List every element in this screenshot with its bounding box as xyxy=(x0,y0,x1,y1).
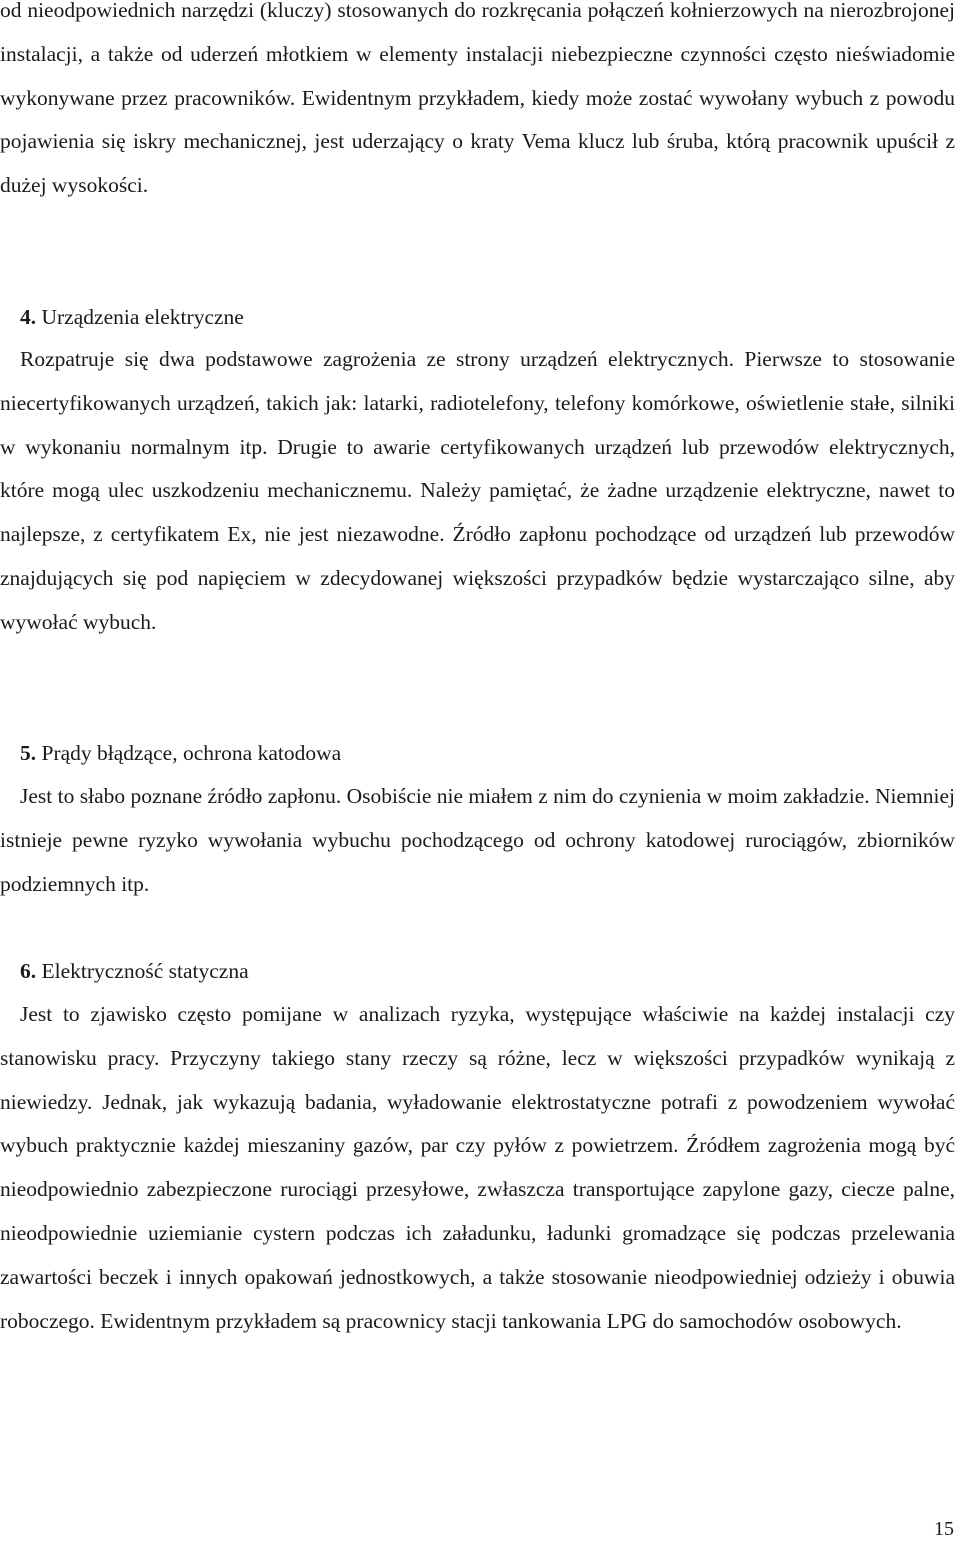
page-number: 15 xyxy=(934,1518,954,1540)
section-title: Prądy błądzące, ochrona katodowa xyxy=(41,741,342,765)
section-text: Rozpatruje się dwa podstawowe zagrożenia ze strony urządzeń elektrycznych. Pierwsze to stosowanie niecertyfikowanych urządzeń, takich jak: latarki, radiotelefony, telefony komórkowe, oświetlenie stałe, silniki w wykonaniu normalnym itp. Drugie to awarie certyfikowanych urządzeń lub przewodów elektrycznych, które mogą ulec uszkodzeniu mechanicznemu. Należy pamiętać, że żadne urządzenie elektryczne, nawet to najlepsze, z certyfikatem Ex, nie jest niezawodne. Źródło zapłonu pochodzące od urządzeń lub przewodów znajdujących się pod napięciem w zdecydowanej większości przypadków będzie wystarczająco silne, aby wywołać wybuch. xyxy=(0,347,955,634)
section-6-paragraph xyxy=(0,993,955,1343)
section-text: Jest to słabo poznane źródło zapłonu. Osobiście nie miałem z nim do czynienia w moim zakładzie. Niemniej istnieje pewne ryzyko wywołania wybuchu pochodzącego od ochrony katodowej rurociągów, zbiorników podziemnych itp. xyxy=(0,784,955,896)
intro-paragraph: od nieodpowiednich narzędzi (kluczy) stosowanych do rozkręcania połączeń kołnierzowych na nierozbrojonej instalacji, a także od uderzeń młotkiem w elementy instalacji niebezpieczne czynności często nieświadomie wykonywane przez pracowników. Ewidentnym przykładem, kiedy może zostać wywołany wybuch z powodu pojawienia się iskry mechanicznej, jest uderzający o kraty Vema klucz lub śruba, którą pracownik upuścił z dużej wysokości. xyxy=(0,0,955,198)
section-text: Jest to zjawisko często pomijane w analizach ryzyka, występujące właściwie na każdej instalacji czy stanowisku pracy. Przyczyny takiego stany rzeczy są różne, lecz w większości przypadków wynikają z niewiedzy. Jednak, jak wykazują badania, wyładowanie elektrostatyczne potrafi z powodzeniem wywołać wybuch praktycznie każdej mieszaniny gazów, par czy pyłów z powietrzem. Źródłem zagrożenia mogą być nieodpowiednio zabezpieczone rurociągi przesyłowe, zwłaszcza transportujące zapylone gazy, ciecze palne, nieodpowiednie uziemianie cystern podczas ich załadunku, ładunki gromadzące się podczas przelewania zawartości beczek i innych opakowań jednostkowych, a także stosowanie nieodpowiedniej odzieży i obuwia roboczego. Ewidentnym przykładem są pracownicy stacji tankowania LPG do samochodów osobowych. xyxy=(0,1002,955,1333)
section-heading-5 xyxy=(20,738,341,768)
section-title: Urządzenia elektryczne xyxy=(41,305,244,329)
section-heading-6 xyxy=(20,956,249,986)
section-number: 5. xyxy=(20,741,37,765)
section-4-paragraph xyxy=(0,338,955,645)
section-number: 4. xyxy=(20,305,37,329)
section-heading-4 xyxy=(20,302,244,332)
section-number: 6. xyxy=(20,959,37,983)
section-5-paragraph xyxy=(0,775,955,906)
section-title: Elektryczność statyczna xyxy=(41,959,249,983)
